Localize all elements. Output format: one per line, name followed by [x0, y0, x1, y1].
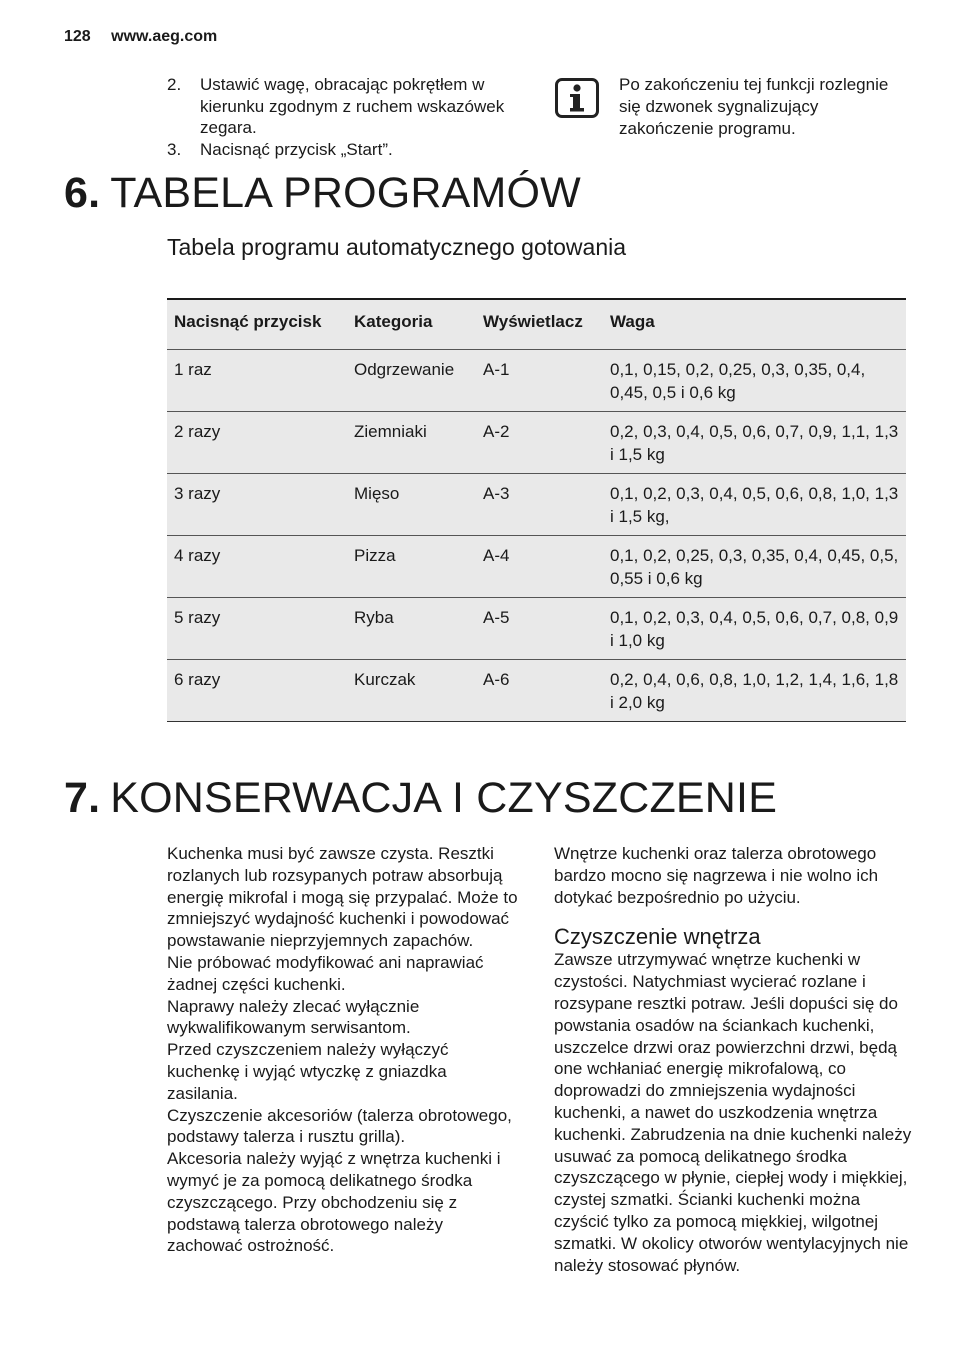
table-cell: 2 razy [167, 411, 347, 473]
step-item [167, 139, 507, 161]
column-header: Waga [603, 299, 906, 349]
table-row [167, 411, 906, 473]
table-cell: A-5 [476, 597, 603, 659]
table-header-row [167, 299, 906, 349]
table-row [167, 597, 906, 659]
table-subtitle: Tabela programu automatycznego gotowania [167, 234, 627, 260]
section-7-heading [64, 773, 777, 823]
table-cell: 0,1, 0,15, 0,2, 0,25, 0,3, 0,35, 0,4, 0,45, 0,5 i 0,6 kg [603, 349, 906, 411]
subheading: Czyszczenie wnętrza [554, 924, 761, 950]
table-cell: A-4 [476, 535, 603, 597]
paragraph: Naprawy należy zlecać wyłącznie wykwalifikowanym serwisantom. [167, 996, 420, 1038]
table-cell: Ziemniaki [347, 411, 476, 473]
section-title: TABELA PROGRAMÓW [110, 169, 581, 217]
website-url: www.aeg.com [111, 28, 218, 45]
column-header: Wyświetlacz [476, 299, 603, 349]
table-cell: 4 razy [167, 535, 347, 597]
table-cell: Kurczak [347, 659, 476, 721]
paragraph: Kuchenka musi być zawsze czysta. Resztki rozlanych lub rozsypanych potraw absorbują energię mikrofal i mogą się przypalać. Może to zmniejszyć wydajność kuchenki i powodować powstawanie nieprzyjemnych zapachów. [167, 844, 518, 951]
section-6-heading [64, 168, 581, 218]
step-item [167, 74, 507, 139]
section-number: 6. [64, 169, 101, 217]
table-cell: 5 razy [167, 597, 347, 659]
right-column [554, 843, 914, 1276]
step-text: Ustawić wagę, obracając pokrętłem w kierunku zgodnym z ruchem wskazówek zegara. [200, 75, 505, 137]
table-cell: 0,1, 0,2, 0,3, 0,4, 0,5, 0,6, 0,7, 0,8, 0,9 i 1,0 kg [603, 597, 906, 659]
column-header: Kategoria [347, 299, 476, 349]
table-cell: A-1 [476, 349, 603, 411]
left-column [167, 843, 522, 1257]
page-header [64, 28, 217, 46]
table-cell: Pizza [347, 535, 476, 597]
table-cell: 1 raz [167, 349, 347, 411]
paragraph: Przed czyszczeniem należy wyłączyć kuchenkę i wyjąć wtyczkę z gniazdka zasilania. [167, 1040, 449, 1103]
step-number: 3. [167, 139, 182, 159]
table-row [167, 349, 906, 411]
table-row [167, 473, 906, 535]
table-cell: 6 razy [167, 659, 347, 721]
step-text: Nacisnąć przycisk „Start”. [200, 139, 393, 159]
steps-list [167, 74, 507, 160]
table-row [167, 659, 906, 721]
table-cell: 0,1, 0,2, 0,25, 0,3, 0,35, 0,4, 0,45, 0,5, 0,55 i 0,6 kg [603, 535, 906, 597]
table-cell: A-6 [476, 659, 603, 721]
table-cell: 0,1, 0,2, 0,3, 0,4, 0,5, 0,6, 0,8, 1,0, 1,3 i 1,5 kg, [603, 473, 906, 535]
page-number: 128 [64, 28, 91, 45]
paragraph: Nie próbować modyfikować ani naprawiać żadnej części kuchenki. [167, 952, 484, 994]
step-number: 2. [167, 75, 182, 94]
paragraph: Akcesoria należy wyjąć z wnętrza kuchenki i wymyć je za pomocą delikatnego środka czyszczącego. Przy obchodzeniu się z podstawą talerza obrotowego należy zachować ostrożność. [167, 1149, 501, 1256]
table-cell: 3 razy [167, 473, 347, 535]
program-table [167, 298, 906, 722]
table-cell: 0,2, 0,4, 0,6, 0,8, 1,0, 1,2, 1,4, 1,6, 1,8 i 2,0 kg [603, 659, 906, 721]
section-title: KONSERWACJA I CZYSZCZENIE [110, 774, 778, 822]
info-note-text: Po zakończeniu tej funkcji rozlegnie się dzwonek sygnalizujący zakończenie programu. [619, 75, 889, 138]
table-cell: 0,2, 0,3, 0,4, 0,5, 0,6, 0,7, 0,9, 1,1, 1,3 i 1,5 kg [603, 411, 906, 473]
paragraph: Zawsze utrzymywać wnętrze kuchenki w czystości. Natychmiast wycierać rozlane i rozsypane resztki potraw. Jeśli dopuści się do powstania osadów na ściankach kuchenki, uszczelce drzwi oraz powierzchni drzwi, będą one wchłaniać energię mikrofalową, co doprowadzi do zmniejszenia wydajności kuchenki, a nawet do uszkodzenia wnętrza kuchenki. Zabrudzenia na dnie kuchenki należy usuwać za pomocą delikatnego środka czyszczącego w płynie, ciepłej wody i miękkiej, czystej szmatki. Ścianki kuchenki można czyścić tylko za pomocą miękkiej, wilgotnej szmatki. W okolicy otworów wentylacyjnych nie należy stosować płynów. [554, 950, 912, 1275]
section-number: 7. [64, 774, 101, 822]
table-cell: Ryba [347, 597, 476, 659]
table-cell: Mięso [347, 473, 476, 535]
table-row [167, 535, 906, 597]
paragraph: Wnętrze kuchenki oraz talerza obrotowego bardzo mocno się nagrzewa i nie wolno ich dotykać bezpośrednio po użyciu. [554, 844, 879, 907]
column-header: Nacisnąć przycisk [167, 299, 347, 349]
paragraph: Czyszczenie akcesoriów (talerza obrotowego, podstawy talerza i rusztu grilla). [167, 1105, 512, 1147]
table-cell: A-3 [476, 473, 603, 535]
table-cell: A-2 [476, 411, 603, 473]
table-cell: Odgrzewanie [347, 349, 476, 411]
info-icon [555, 78, 599, 118]
